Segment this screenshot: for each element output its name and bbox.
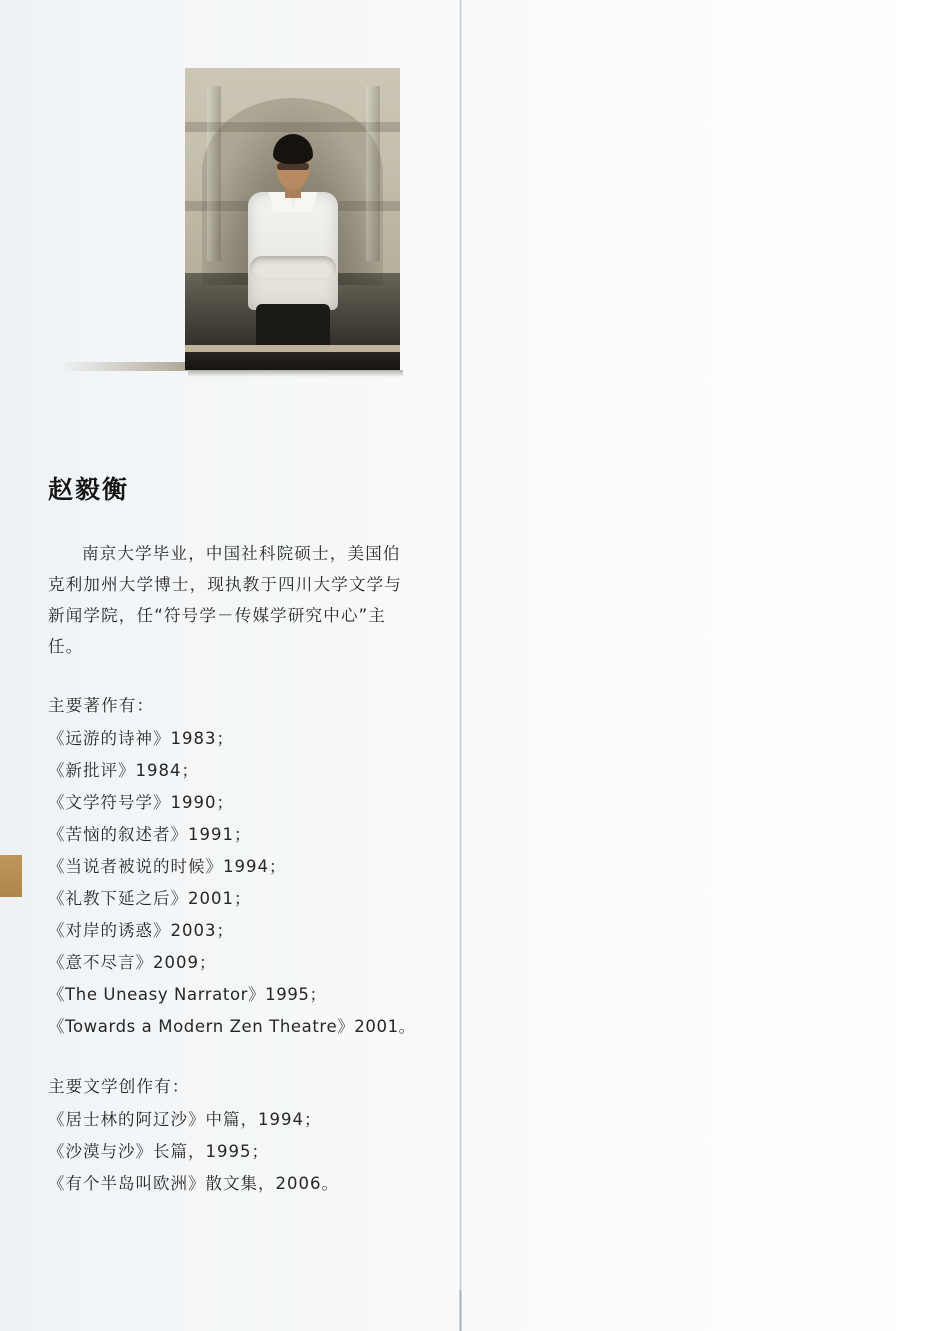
stone-ledge	[185, 345, 400, 352]
works-heading: 主要著作有：	[48, 696, 155, 715]
list-item: 《当说者被说的时候》1994；	[48, 857, 287, 876]
list-item: 《有个半岛叫欧洲》散文集，2006。	[48, 1174, 339, 1193]
scan-seam-bottom	[459, 1290, 462, 1331]
literary-works-list	[48, 1104, 438, 1200]
list-item: 《新批评》1984；	[48, 761, 199, 780]
list-item: 《Towards a Modern Zen Theatre》2001。	[48, 1017, 416, 1036]
list-item: 《文学符号学》1990；	[48, 793, 234, 812]
list-item: 《苦恼的叙述者》1991；	[48, 825, 252, 844]
person-trousers	[256, 304, 330, 350]
author-photo	[185, 68, 400, 370]
author-bio-block	[48, 470, 438, 1228]
facade-column-left	[207, 86, 221, 261]
list-item: 《对岸的诱惑》2003；	[48, 921, 234, 940]
person-figure	[247, 134, 339, 349]
author-photo-image	[185, 68, 400, 370]
list-item: 《沙漠与沙》长篇，1995；	[48, 1142, 269, 1161]
scan-seam-line	[459, 0, 462, 1331]
works-list	[48, 723, 438, 1043]
page-edge-marker	[0, 855, 22, 897]
photo-shadow-left	[58, 362, 188, 371]
author-biography: 南京大学毕业，中国社科院硕士，美国伯克利加州大学博士，现执教于四川大学文学与新闻学院，任“符号学－传媒学研究中心”主任。	[48, 544, 402, 656]
list-item: 《The Uneasy Narrator》1995；	[48, 985, 327, 1004]
list-item: 《礼教下延之后》2001；	[48, 889, 252, 908]
list-item: 《居士林的阿辽沙》中篇，1994；	[48, 1110, 322, 1129]
list-item: 《意不尽言》2009；	[48, 953, 217, 972]
person-sunglasses	[277, 163, 309, 170]
person-folded-arms	[250, 256, 336, 280]
facade-column-right	[366, 86, 380, 261]
literary-works-heading: 主要文学创作有：	[48, 1077, 190, 1096]
photo-bottom-band	[185, 352, 400, 370]
author-name: 赵毅衡	[48, 475, 130, 504]
list-item: 《远游的诗神》1983；	[48, 729, 234, 748]
person-hair	[273, 134, 313, 164]
photo-shadow-bottom	[188, 370, 403, 377]
